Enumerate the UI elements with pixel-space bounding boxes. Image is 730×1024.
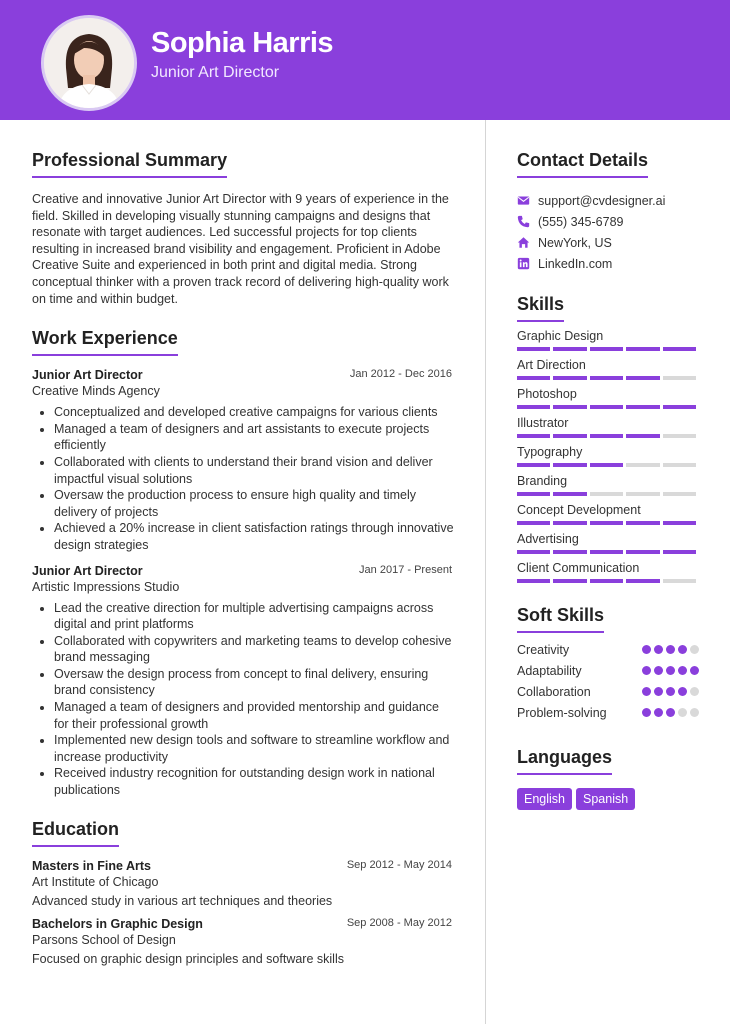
skill-level-segment <box>553 463 586 467</box>
rating-dot <box>642 666 651 675</box>
skill-level-bar <box>517 405 699 409</box>
contact-location <box>517 232 699 253</box>
skill-level-segment <box>553 521 586 525</box>
skill-level-bar <box>517 579 699 583</box>
soft-skill-name: Creativity <box>517 642 570 657</box>
languages-heading: Languages <box>517 747 612 775</box>
skills-heading: Skills <box>517 294 564 322</box>
summary-text: Creative and innovative Junior Art Director with 9 years of experience in the field. Skilled in developing visually stunning campaigns and designs that resonate with target audiences. Led successful projects for top clients resulting in increased brand visibility and engagement. Proficient in Adobe Creative Suite and experienced in both print and digital media. Strong conceptual thinker with a proven track record of delivering high-quality work on time and within budget. <box>32 192 449 306</box>
skill-level-segment <box>517 376 550 380</box>
rating-dot <box>642 687 651 696</box>
skill-name: Branding <box>517 474 568 488</box>
skill-level-bar <box>517 376 699 380</box>
education-entry <box>32 917 454 968</box>
job-bullet: • Oversaw the production process to ensure high quality and timely delivery of projects <box>54 487 454 520</box>
skill-level-segment <box>663 434 696 438</box>
degree-title: Bachelors in Graphic Design <box>32 917 203 932</box>
skill-level-segment <box>626 550 659 554</box>
contact-location-text: NewYork, US <box>538 235 612 250</box>
job-dates: Jan 2012 - Dec 2016 <box>349 368 452 381</box>
skill-level-segment <box>590 492 623 496</box>
skill-level-segment <box>517 405 550 409</box>
skill-item <box>517 416 699 438</box>
languages-section <box>517 747 699 810</box>
skill-name: Photoshop <box>517 387 577 401</box>
rating-dot <box>690 666 699 675</box>
contact-linkedin[interactable] <box>517 253 699 274</box>
rating-dot <box>654 666 663 675</box>
main-column <box>32 150 454 968</box>
skill-item <box>517 561 699 583</box>
skill-level-bar <box>517 521 699 525</box>
skill-level-segment <box>590 579 623 583</box>
skill-level-segment <box>517 550 550 554</box>
skill-level-segment <box>663 376 696 380</box>
skill-name: Advertising <box>517 532 579 546</box>
skill-item <box>517 445 699 467</box>
rating-dot <box>678 687 687 696</box>
skill-level-segment <box>517 463 550 467</box>
skill-list <box>517 329 699 583</box>
job-bullet: • Implemented new design tools and software to streamline workflow and increase productivity <box>54 732 454 765</box>
skill-level-segment <box>553 405 586 409</box>
language-badge: Spanish <box>576 788 635 810</box>
skill-level-segment <box>517 434 550 438</box>
soft-skill-item <box>517 702 699 723</box>
soft-skill-item <box>517 639 699 660</box>
skill-level-bar <box>517 463 699 467</box>
rating-dot <box>690 645 699 654</box>
soft-skills-section <box>517 605 699 723</box>
skill-level-bar <box>517 492 699 496</box>
job-bullets <box>32 404 454 553</box>
skill-level-segment <box>553 492 586 496</box>
soft-skill-item <box>517 660 699 681</box>
skill-level-segment <box>626 521 659 525</box>
skill-level-segment <box>626 434 659 438</box>
skill-level-segment <box>590 434 623 438</box>
skill-level-segment <box>517 347 550 351</box>
skill-level-segment <box>590 347 623 351</box>
rating-dot <box>690 687 699 696</box>
job-bullets <box>32 600 454 799</box>
skill-level-segment <box>590 550 623 554</box>
rating-dot <box>678 666 687 675</box>
contact-section <box>517 150 699 274</box>
resume-header <box>0 0 730 120</box>
candidate-title: Junior Art Director <box>151 64 280 81</box>
rating-dot <box>666 687 675 696</box>
rating-dot <box>666 666 675 675</box>
skill-level-bar <box>517 434 699 438</box>
contact-phone[interactable] <box>517 211 699 232</box>
contact-heading: Contact Details <box>517 150 648 178</box>
rating-dot <box>666 708 675 717</box>
skill-level-segment <box>553 550 586 554</box>
rating-dot <box>666 645 675 654</box>
skill-level-segment <box>590 521 623 525</box>
job-entry <box>32 564 454 799</box>
skill-name: Graphic Design <box>517 329 604 343</box>
job-company: Creative Minds Agency <box>32 384 160 399</box>
education-entry <box>32 859 454 910</box>
skill-level-segment <box>626 347 659 351</box>
phone-icon <box>517 215 530 228</box>
rating-dot <box>690 708 699 717</box>
education-section <box>32 819 454 968</box>
skill-level-segment <box>553 434 586 438</box>
skill-level-segment <box>590 463 623 467</box>
soft-skill-rating <box>642 687 699 696</box>
soft-skill-name: Problem-solving <box>517 705 607 720</box>
skill-level-segment <box>590 405 623 409</box>
skill-level-segment <box>626 376 659 380</box>
skill-level-segment <box>663 405 696 409</box>
summary-section <box>32 150 454 307</box>
job-list <box>32 368 454 798</box>
skill-level-segment <box>663 521 696 525</box>
soft-skill-rating <box>642 708 699 717</box>
soft-skill-item <box>517 681 699 702</box>
education-description: Focused on graphic design principles and software skills <box>32 952 344 967</box>
skill-name: Typography <box>517 445 583 459</box>
soft-skill-rating <box>642 666 699 675</box>
home-icon <box>517 236 530 249</box>
job-entry <box>32 368 454 553</box>
skill-item <box>517 532 699 554</box>
rating-dot <box>654 687 663 696</box>
degree-title: Masters in Fine Arts <box>32 858 152 873</box>
education-dates: Sep 2012 - May 2014 <box>346 858 452 871</box>
job-company: Artistic Impressions Studio <box>32 579 180 594</box>
column-divider <box>485 120 486 1024</box>
skill-level-segment <box>517 579 550 583</box>
soft-skill-rating <box>642 645 699 654</box>
education-dates: Sep 2008 - May 2012 <box>346 917 452 930</box>
soft-skill-name: Collaboration <box>517 684 591 699</box>
contact-email[interactable] <box>517 190 699 211</box>
job-bullet: • Collaborated with clients to understand their brand vision and deliver impactful visual solutions <box>54 454 454 487</box>
job-bullet: • Managed a team of designers and provided mentorship and guidance for their professional growth <box>54 699 454 732</box>
soft-skill-name: Adaptability <box>517 663 582 678</box>
job-dates: Jan 2017 - Present <box>359 563 452 576</box>
person-portrait-icon <box>44 18 134 108</box>
job-bullet: • Lead the creative direction for multiple advertising campaigns across digital and print platforms <box>54 600 454 633</box>
rating-dot <box>678 645 687 654</box>
experience-section <box>32 328 454 798</box>
skill-item <box>517 387 699 409</box>
job-bullet: • Collaborated with copywriters and marketing teams to develop cohesive brand messaging <box>54 633 454 666</box>
skill-level-segment <box>517 521 550 525</box>
contact-linkedin-text: LinkedIn.com <box>538 256 613 271</box>
education-list <box>32 859 454 968</box>
experience-heading: Work Experience <box>32 328 178 356</box>
rating-dot <box>642 645 651 654</box>
skill-level-segment <box>663 463 696 467</box>
profile-photo <box>41 15 137 111</box>
soft-skill-list <box>517 639 699 723</box>
skill-level-bar <box>517 347 699 351</box>
rating-dot <box>654 708 663 717</box>
skill-level-segment <box>553 347 586 351</box>
skill-level-segment <box>590 376 623 380</box>
skill-level-segment <box>663 492 696 496</box>
skill-level-segment <box>626 463 659 467</box>
skills-section <box>517 294 699 583</box>
skill-item <box>517 474 699 496</box>
skill-level-segment <box>517 492 550 496</box>
skill-name: Illustrator <box>517 416 569 430</box>
skill-name: Concept Development <box>517 503 641 517</box>
skill-level-segment <box>626 405 659 409</box>
skill-level-segment <box>663 579 696 583</box>
job-bullet: • Conceptualized and developed creative campaigns for various clients <box>54 404 454 421</box>
side-column <box>517 150 699 810</box>
job-bullet: • Received industry recognition for outstanding design work in national publications <box>54 765 454 798</box>
language-list <box>517 788 699 810</box>
job-title: Junior Art Director <box>32 563 143 578</box>
job-bullet: • Oversaw the design process from concept to final delivery, ensuring brand consistency <box>54 666 454 699</box>
skill-name: Art Direction <box>517 358 586 372</box>
language-badge: English <box>517 788 572 810</box>
soft-skills-heading: Soft Skills <box>517 605 604 633</box>
skill-item <box>517 503 699 525</box>
job-title: Junior Art Director <box>32 368 143 383</box>
skill-level-segment <box>626 579 659 583</box>
summary-heading: Professional Summary <box>32 150 227 178</box>
skill-level-segment <box>626 492 659 496</box>
skill-level-bar <box>517 550 699 554</box>
skill-level-segment <box>663 550 696 554</box>
skill-item <box>517 329 699 351</box>
job-bullet: • Achieved a 20% increase in client satisfaction ratings through innovative design strategies <box>54 520 454 553</box>
envelope-icon <box>517 194 530 207</box>
school-name: Parsons School of Design <box>32 933 176 948</box>
education-description: Advanced study in various art techniques and theories <box>32 893 333 908</box>
rating-dot <box>654 645 663 654</box>
contact-phone-text: (555) 345-6789 <box>538 214 624 229</box>
skill-name: Client Communication <box>517 561 640 575</box>
skill-level-segment <box>553 376 586 380</box>
education-heading: Education <box>32 819 119 847</box>
school-name: Art Institute of Chicago <box>32 874 159 889</box>
skill-item <box>517 358 699 380</box>
candidate-name: Sophia Harris <box>151 27 334 59</box>
linkedin-icon <box>517 257 530 270</box>
rating-dot <box>678 708 687 717</box>
skill-level-segment <box>553 579 586 583</box>
job-bullet: • Managed a team of designers and art assistants to execute projects efficiently <box>54 421 454 454</box>
contact-email-text: support@cvdesigner.ai <box>538 193 666 208</box>
skill-level-segment <box>663 347 696 351</box>
rating-dot <box>642 708 651 717</box>
